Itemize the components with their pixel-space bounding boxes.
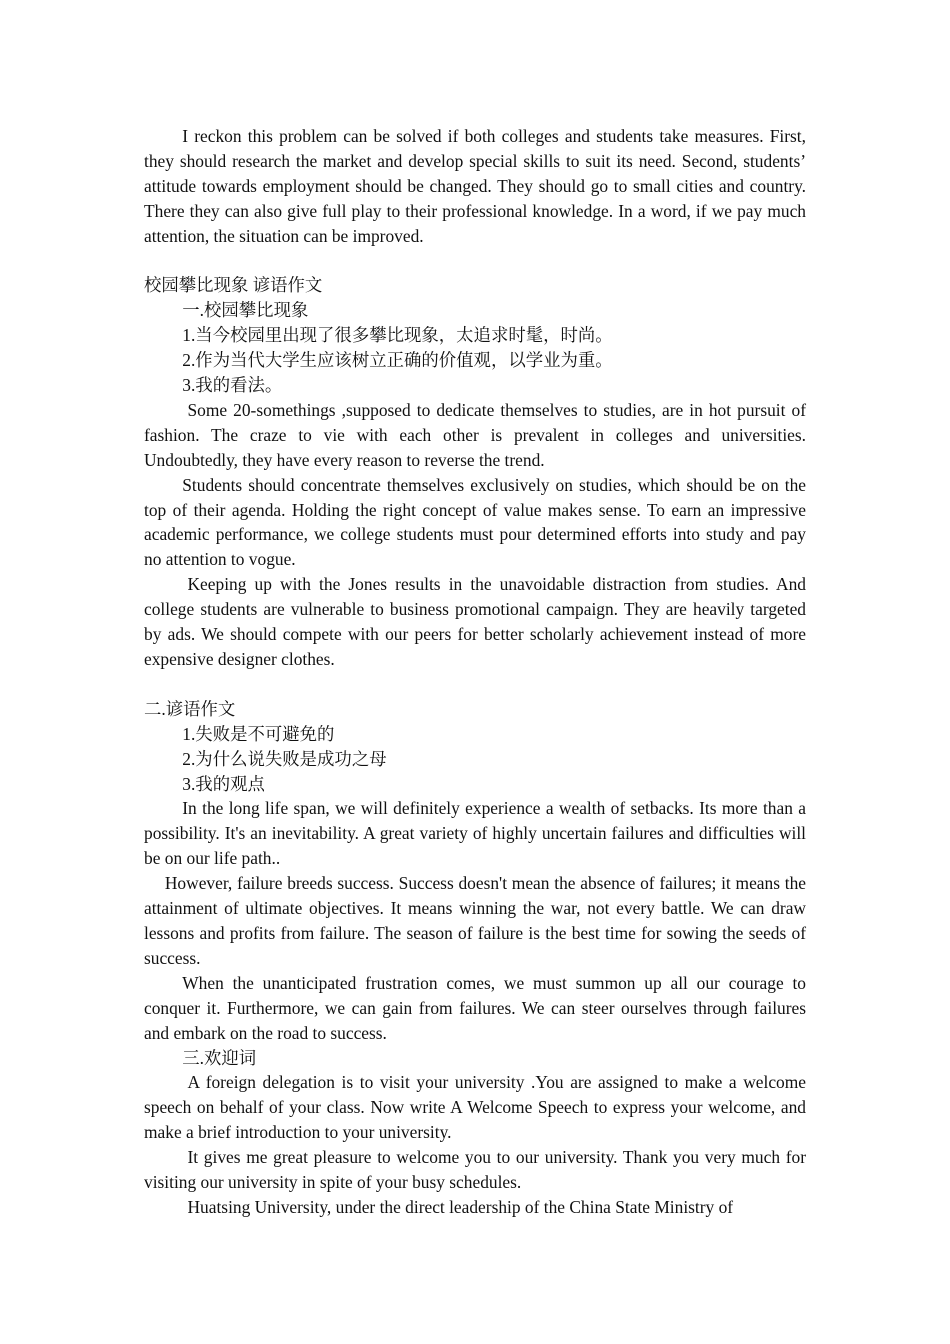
intro-paragraph: I reckon this problem can be solved if both colleges and students take measures. First, they should research the market and develop special skills to suit its need. Second, students’ attitude towards employment should be changed. They should go to small cities and country. There they can also give full play to their professional knowledge. In a word, if we pay much attention, the situation can be improved. [144, 126, 806, 246]
part1-heading: 一.校园攀比现象 [182, 300, 309, 321]
part3-paragraph: It gives me great pleasure to welcome you to our university. Thank you very much for visiting our university in spite of your busy schedules. [144, 1147, 806, 1193]
part2-paragraph: However, failure breeds success. Success doesn't mean the absence of failures; it means the attainment of ultimate objectives. It means winning the war, not every battle. We can draw lessons and profits from failure. The season of failure is the best time for sowing the seeds of success. [144, 873, 806, 968]
part1-paragraph: Some 20-somethings ,supposed to dedicate themselves to studies, are in hot pursuit of fashion. The craze to vie with each other is prevalent in colleges and universities. Undoubtedly, they have every reason to reverse the trend. [144, 399, 806, 470]
part3-paragraph: A foreign delegation is to visit your university .You are assigned to make a welcome speech on behalf of your class. Now write A Welcome Speech to express your welcome, and make a brief introduction to your university. [144, 1072, 806, 1143]
part2-point: 1.失败是不可避免的 [182, 723, 335, 744]
spacer [144, 672, 806, 697]
main-heading: 校园攀比现象 谚语作文 [144, 275, 323, 296]
part2-point: 2.为什么说失败是成功之母 [182, 748, 387, 769]
part1-point: 1.当今校园里出现了很多攀比现象，太追求时髦，时尚。 [182, 325, 613, 346]
part2-paragraph: In the long life span, we will definitely experience a wealth of setbacks. Its more than a possibility. It's an inevitability. A great variety of highly uncertain failures and difficulties will be on our life path.. [144, 798, 806, 869]
document-page [144, 124, 806, 1220]
part1-point: 2.作为当代大学生应该树立正确的价值观，以学业为重。 [182, 350, 613, 371]
spacer [144, 249, 806, 274]
part1-paragraph: Keeping up with the Jones results in the unavoidable distraction from studies. And college students are vulnerable to business promotional campaign. They are heavily targeted by ads. We should compete with our peers for better scholarly achievement instead of more expensive designer clothes. [144, 574, 806, 670]
part2-paragraph: When the unanticipated frustration comes, we must summon up all our courage to conquer it. Furthermore, we can gain from failures. We can steer ourselves through failures and embark on the road to success. [144, 972, 806, 1043]
part2-point: 3.我的观点 [182, 773, 265, 794]
part3-heading: 三.欢迎词 [182, 1047, 257, 1068]
part3-paragraph: Huatsing University, under the direct leadership of the China State Ministry of [187, 1196, 734, 1217]
part2-heading: 二.谚语作文 [144, 698, 236, 719]
part1-paragraph: Students should concentrate themselves exclusively on studies, which should be on the top of their agenda. Holding the right concept of value makes sense. To earn an impressive academic performance, we college students must pour determined efforts into study and pay no attention to vogue. [144, 474, 806, 570]
part1-point: 3.我的看法。 [182, 375, 283, 396]
